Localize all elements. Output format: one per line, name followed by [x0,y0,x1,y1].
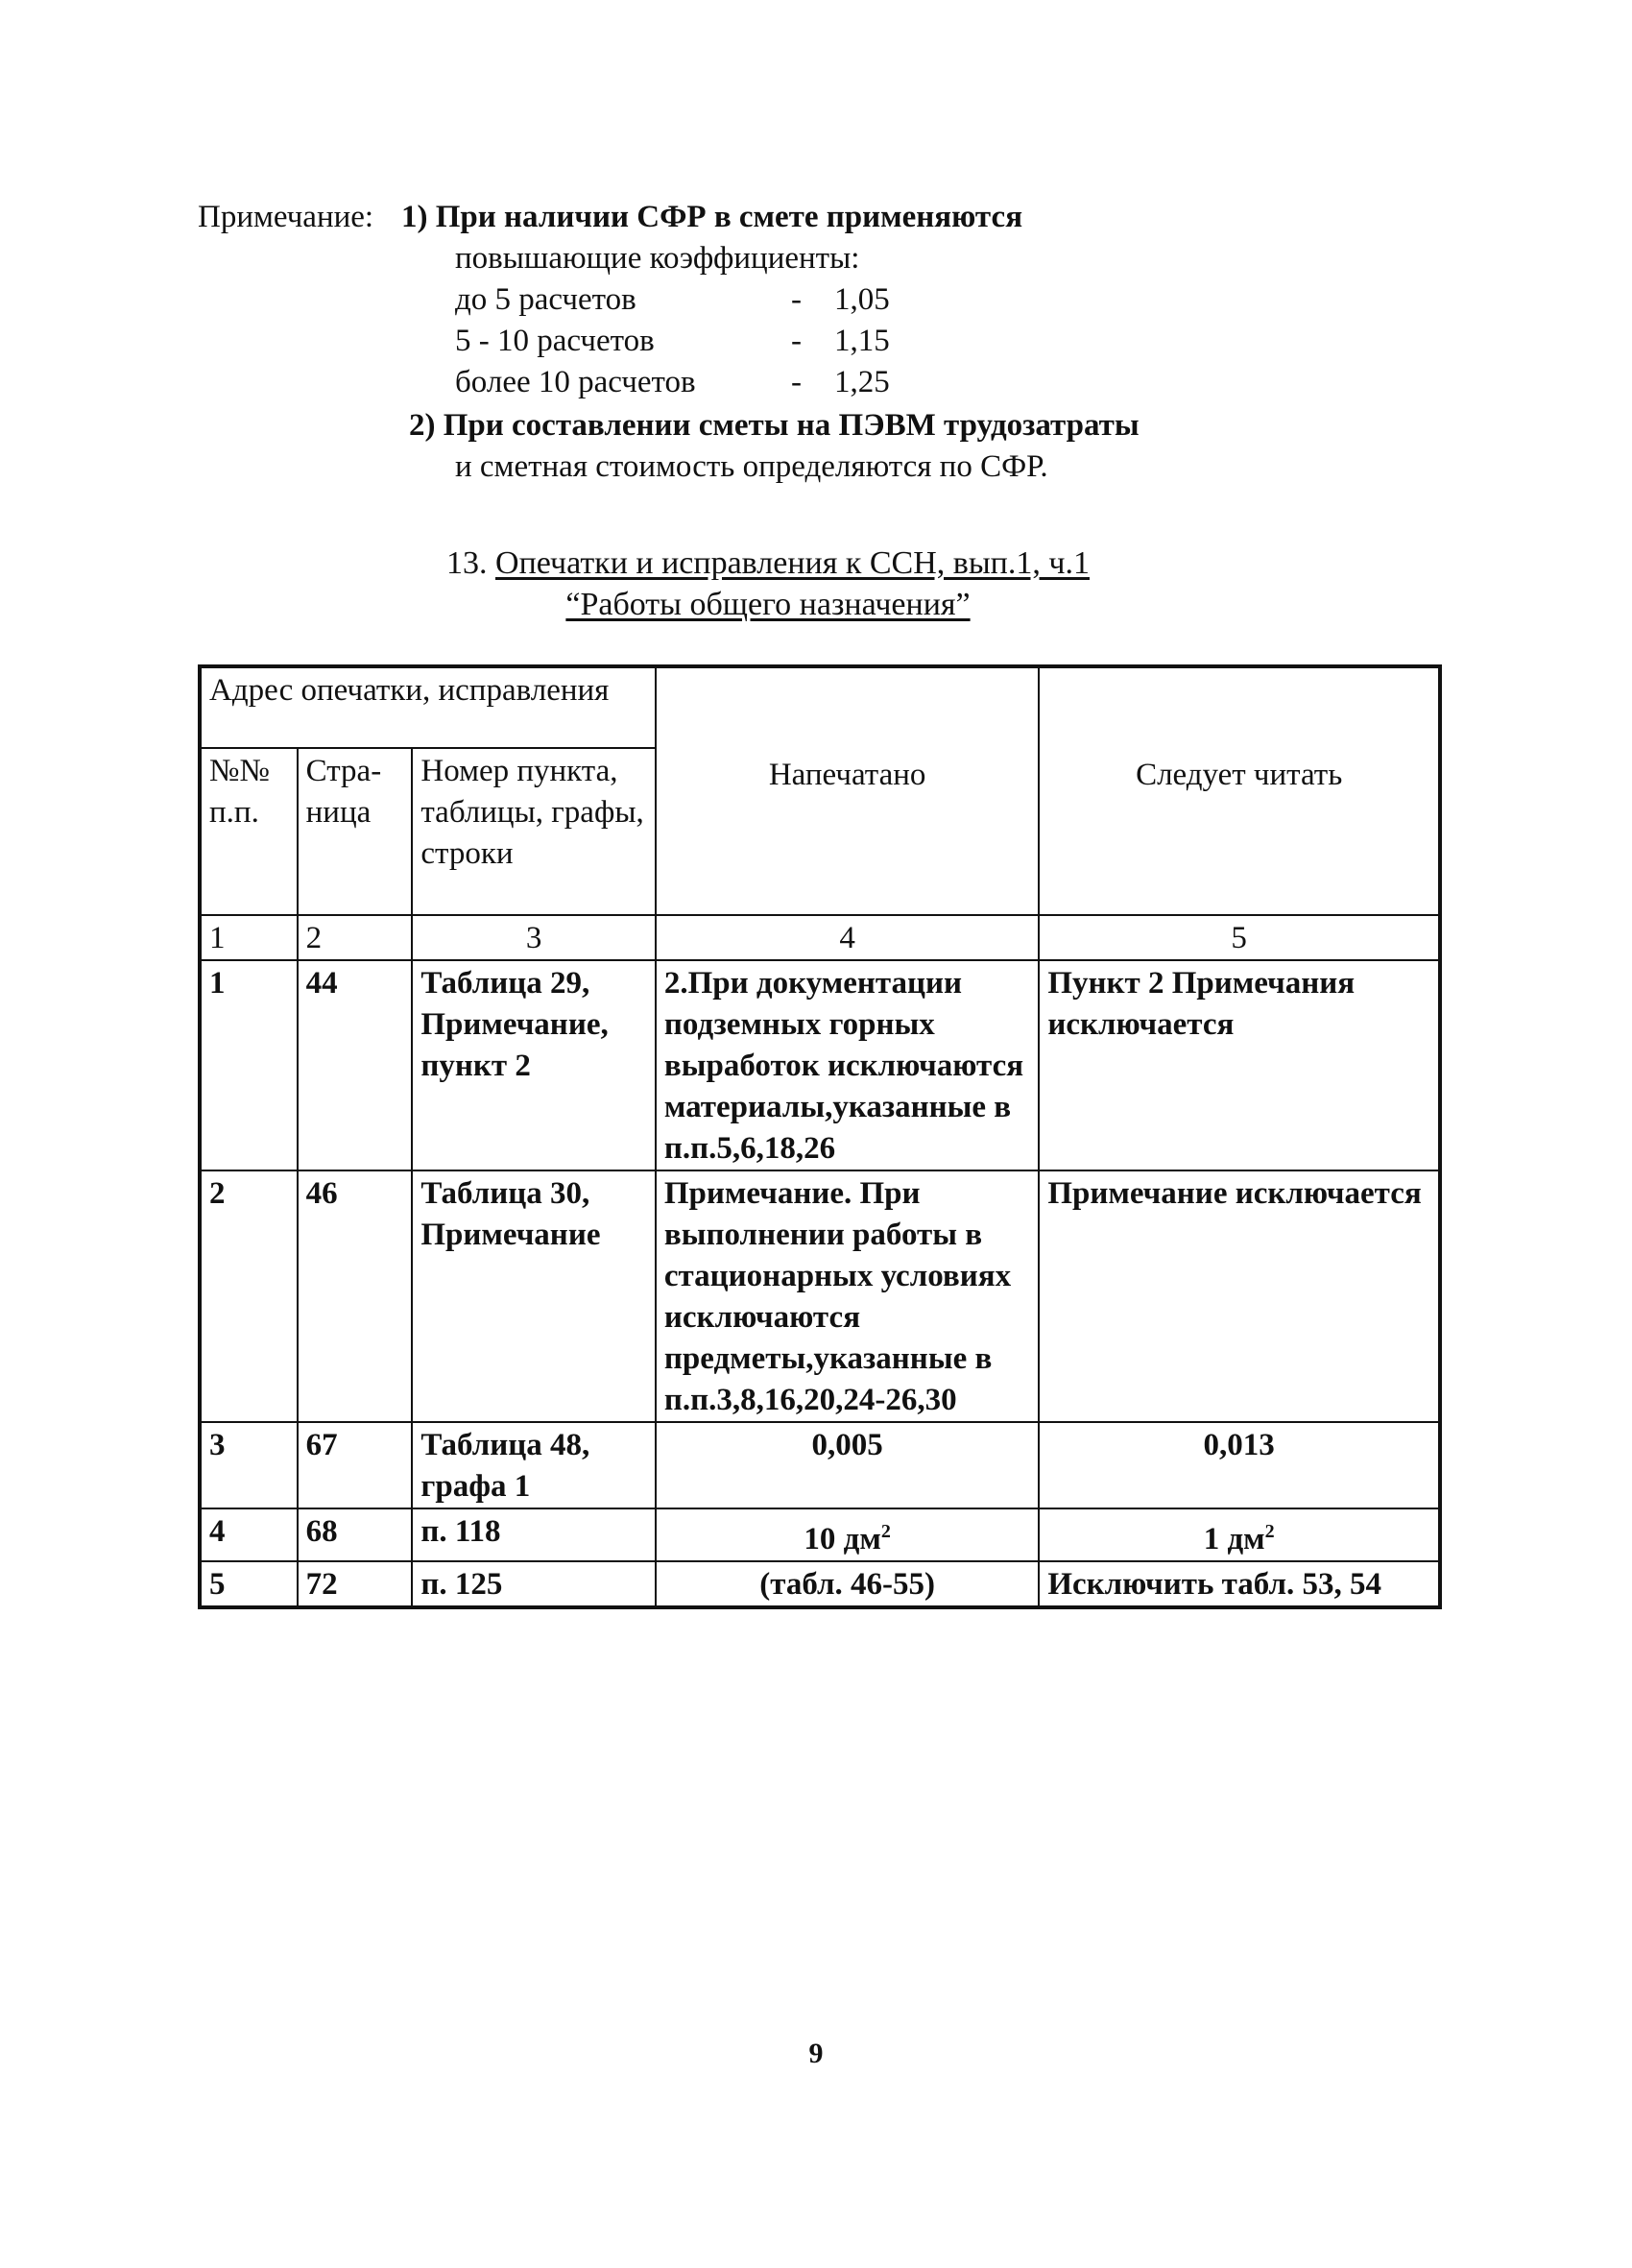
row-printed: 0,005 [656,1422,1039,1508]
coefficient-label: до 5 расчетов [455,282,636,317]
printed-superscript: 2 [880,1521,891,1542]
column-number: 1 [200,915,298,960]
row-item: Таблица 29, Примечание, пункт 2 [412,960,656,1170]
row-num: 5 [200,1561,298,1607]
row-item: Таблица 30, Примечание [412,1170,656,1422]
table-row [200,1561,1440,1607]
row-read-as: 0,013 [1039,1422,1440,1508]
errata-table [198,664,1442,1609]
table-row [200,1508,1440,1561]
coefficient-label: 5 - 10 расчетов [455,324,655,358]
row-item: Таблица 48, графа 1 [412,1422,656,1508]
table-row [200,1170,1440,1422]
table-row [200,1422,1440,1508]
header-read-as-label: Следует читать [1136,758,1343,792]
row-page: 67 [298,1422,413,1508]
header-address: Адрес опечатки, исправления [200,666,656,748]
row-page: 68 [298,1508,413,1561]
section-title [0,543,1536,584]
header-page: Стра- ница [298,748,413,915]
row-read-as: Примечание исключается [1039,1170,1440,1422]
row-num: 3 [200,1422,298,1508]
header-read-as [1039,666,1440,915]
section-title-line-1: Опечатки и исправления к ССН, вып.1, ч.1 [495,545,1090,581]
row-item: п. 125 [412,1561,656,1607]
row-read-as [1039,1508,1440,1561]
header-num: №№ п.п. [200,748,298,915]
note-label: Примечание: [198,200,374,234]
coefficient-label: более 10 расчетов [455,365,696,399]
row-page: 72 [298,1561,413,1607]
section-title-line-2: “Работы общего назначения” [565,587,971,622]
table-row [200,960,1440,1170]
header-item: Номер пункта, таблицы, графы, строки [412,748,656,915]
row-read-as: Исключить табл. 53, 54 [1039,1561,1440,1607]
note-item-2-line-2: и сметная стоимость определяются по СФР. [455,449,1048,484]
row-num: 4 [200,1508,298,1561]
note-item-2-line-1: 2) При составлении сметы на ПЭВМ трудозатраты [409,408,1140,443]
column-number: 3 [412,915,656,960]
row-num: 2 [200,1170,298,1422]
row-printed: Примечание. При выполнении работы в стационарных условиях исключаются предметы,указанные в п.п.3,8,16,20,24-26,30 [656,1170,1039,1422]
note-item-1-line-2: повышающие коэффициенты: [455,241,860,276]
column-number: 4 [656,915,1039,960]
header-printed-label: Напечатано [768,758,926,792]
note-block [198,197,1446,495]
row-num: 1 [200,960,298,1170]
read-as-value: 1 дм [1203,1522,1265,1556]
row-printed: (табл. 46-55) [656,1561,1039,1607]
coefficient-dash: - [791,324,802,358]
coefficient-dash: - [791,365,802,399]
read-as-superscript: 2 [1264,1521,1275,1542]
table-header-row [200,666,1440,748]
row-printed: 2.При документации подземных горных выработок исключаются материалы,указанные в п.п.5,6,18,26 [656,960,1039,1170]
column-numbers-row [200,915,1440,960]
column-number: 5 [1039,915,1440,960]
page-number: 9 [808,2038,824,2069]
section-number: 13. [446,545,488,581]
coefficient-value: 1,05 [834,282,890,317]
section-subtitle [0,584,1536,625]
row-printed [656,1508,1039,1561]
header-printed [656,666,1039,915]
note-item-1-line-1: 1) При наличии СФР в смете применяются [401,200,1023,234]
printed-value: 10 дм [804,1522,881,1556]
column-number: 2 [298,915,413,960]
coefficient-value: 1,15 [834,324,890,358]
coefficient-dash: - [791,282,802,317]
coefficient-value: 1,25 [834,365,890,399]
row-read-as: Пункт 2 Примечания исключается [1039,960,1440,1170]
row-item: п. 118 [412,1508,656,1561]
row-page: 46 [298,1170,413,1422]
row-page: 44 [298,960,413,1170]
